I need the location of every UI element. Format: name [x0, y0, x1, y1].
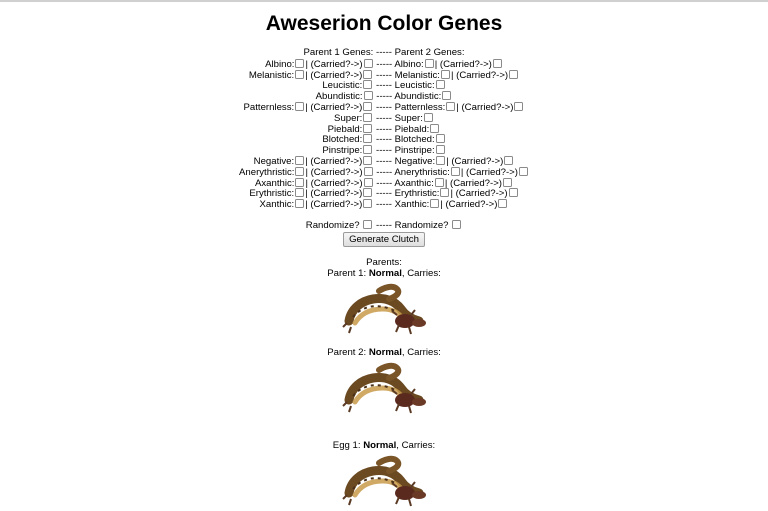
parent2-carried-checkbox[interactable]: [503, 178, 512, 187]
results-heading: Parents:: [366, 256, 402, 268]
parent2-gene-label: Patternless:: [394, 101, 446, 113]
parent1-randomize-label: Randomize?: [305, 219, 360, 231]
parent2-gene-checkbox[interactable]: [446, 102, 455, 111]
morph-name: Normal: [368, 267, 402, 279]
parent2-gene-label: Blotched:: [394, 134, 435, 146]
parent2-gene-label: Pinstripe:: [394, 145, 435, 157]
parent1-gene-checkbox[interactable]: [295, 178, 304, 187]
carried-label: | (Carried?->): [305, 155, 363, 167]
separator: -----: [376, 123, 392, 135]
gene-rows: [0, 59, 768, 210]
parent2-carried-checkbox[interactable]: [514, 102, 523, 111]
separator: -----: [376, 199, 392, 211]
parent2-randomize-checkbox[interactable]: [452, 220, 461, 229]
result-entry: [0, 268, 768, 339]
page: [0, 12, 768, 511]
result-label: [0, 440, 768, 451]
parent1-gene-label: Anerythristic:: [239, 166, 295, 178]
parent1-genes-label: Parent 1 Genes:: [303, 47, 374, 58]
gene-row: [0, 134, 768, 145]
carried-label: | (Carried?->): [305, 69, 363, 81]
result-entries: [0, 268, 768, 511]
separator: -----: [376, 69, 392, 81]
parent2-carried-checkbox[interactable]: [509, 188, 518, 197]
parent2-gene-checkbox[interactable]: [436, 145, 445, 154]
separator: -----: [376, 219, 392, 231]
parent2-gene-label: Albino:: [394, 58, 424, 70]
parent2-gene-label: Abundistic:: [394, 91, 442, 103]
results: [0, 257, 768, 511]
separator: -----: [376, 166, 393, 178]
parent1-gene-label: Negative:: [253, 155, 295, 167]
separator: -----: [376, 155, 392, 167]
carried-label: | (Carried?->): [434, 58, 492, 70]
result-entry: [0, 426, 768, 511]
parent2-gene-label: Anerythristic:: [394, 166, 450, 178]
parent1-carried-checkbox[interactable]: [364, 59, 373, 68]
carries-label: , Carries:: [401, 267, 441, 279]
parent2-genes-label: Parent 2 Genes:: [394, 47, 465, 58]
carried-label: | (Carried?->): [305, 199, 363, 211]
carried-label: | (Carried?->): [450, 188, 508, 200]
salamander-image: [339, 360, 429, 418]
parent1-gene-checkbox[interactable]: [363, 134, 372, 143]
separator: -----: [376, 112, 392, 124]
parent1-gene-label: Patternless:: [243, 101, 295, 113]
parent1-gene-checkbox[interactable]: [363, 124, 372, 133]
parent1-carried-checkbox[interactable]: [363, 188, 372, 197]
parent2-gene-label: Axanthic:: [394, 177, 434, 189]
carries-label: , Carries:: [396, 439, 436, 451]
parent2-carried-checkbox[interactable]: [504, 156, 513, 165]
result-label: [0, 347, 768, 358]
separator: -----: [376, 177, 393, 189]
gene-row: [0, 188, 768, 199]
parent2-gene-checkbox[interactable]: [436, 156, 445, 165]
parent1-gene-checkbox[interactable]: [295, 188, 304, 197]
carried-label: | (Carried?->): [440, 199, 498, 211]
parent2-gene-checkbox[interactable]: [435, 178, 444, 187]
parent1-gene-checkbox[interactable]: [295, 167, 304, 176]
parent1-gene-checkbox[interactable]: [363, 80, 372, 89]
parent1-gene-label: Abundistic:: [315, 91, 363, 103]
parent1-gene-label: Piebald:: [327, 123, 363, 135]
separator: -----: [376, 91, 393, 103]
separator: -----: [376, 80, 392, 92]
carried-label: | (Carried?->): [446, 155, 504, 167]
gene-row: [0, 145, 768, 156]
parent1-carried-checkbox[interactable]: [364, 167, 373, 176]
gene-row: [0, 102, 768, 113]
salamander-image: [339, 281, 429, 339]
morph-name: Normal: [368, 346, 402, 358]
gene-row: [0, 178, 768, 189]
page-title: Aweserion Color Genes: [265, 12, 503, 35]
result-prefix: Egg 1:: [332, 439, 364, 451]
salamander-image: [339, 453, 429, 511]
parent1-carried-checkbox[interactable]: [363, 156, 372, 165]
parent1-carried-checkbox[interactable]: [363, 102, 372, 111]
generate-clutch-button[interactable]: Generate Clutch: [343, 232, 425, 247]
separator: -----: [376, 134, 392, 146]
parent2-carried-checkbox[interactable]: [509, 70, 518, 79]
parent1-gene-label: Blotched:: [322, 134, 363, 146]
result-entry: [0, 347, 768, 418]
parent1-gene-checkbox[interactable]: [295, 70, 304, 79]
parent1-randomize-checkbox[interactable]: [363, 220, 372, 229]
separator: -----: [376, 188, 392, 200]
carried-label: | (Carried?->): [305, 177, 363, 189]
gene-row: [0, 156, 768, 167]
carried-label: | (Carried?->): [305, 58, 363, 70]
parent1-gene-label: Erythristic:: [249, 188, 295, 200]
parent1-gene-label: Albino:: [265, 58, 295, 70]
gene-row: [0, 59, 768, 70]
parent1-gene-checkbox[interactable]: [295, 102, 304, 111]
gene-row: [0, 91, 768, 102]
parent2-gene-checkbox[interactable]: [425, 59, 434, 68]
parent1-gene-label: Pinstripe:: [322, 145, 363, 157]
parent2-carried-checkbox[interactable]: [519, 167, 528, 176]
result-prefix: Parent 1:: [327, 267, 369, 279]
gene-selector: [0, 48, 768, 247]
parent1-gene-checkbox[interactable]: [363, 145, 372, 154]
parent2-gene-checkbox[interactable]: [440, 188, 449, 197]
parent2-gene-label: Piebald:: [394, 123, 430, 135]
parent1-gene-checkbox[interactable]: [295, 156, 304, 165]
parent1-carried-checkbox[interactable]: [364, 178, 373, 187]
parent1-carried-checkbox[interactable]: [363, 199, 372, 208]
gene-row: [0, 80, 768, 91]
parent2-gene-label: Super:: [394, 112, 423, 124]
result-label: [0, 268, 768, 279]
parent2-gene-label: Erythristic:: [394, 188, 440, 200]
parent1-gene-checkbox[interactable]: [363, 113, 372, 122]
parent2-gene-label: Negative:: [394, 155, 436, 167]
parent2-gene-checkbox[interactable]: [451, 167, 460, 176]
genes-header-row: [0, 48, 768, 59]
parent2-gene-label: Leucistic:: [394, 80, 435, 92]
separator: -----: [376, 145, 392, 157]
gene-row: [0, 70, 768, 81]
randomize-row: [0, 220, 768, 231]
carried-label: | (Carried?->): [456, 101, 514, 113]
gene-row: [0, 199, 768, 210]
carried-label: | (Carried?->): [305, 166, 363, 178]
parent2-gene-checkbox[interactable]: [442, 91, 451, 100]
parent2-gene-checkbox[interactable]: [430, 124, 439, 133]
parent1-gene-label: Super:: [334, 112, 363, 124]
carried-label: | (Carried?->): [305, 101, 363, 113]
gene-row: [0, 167, 768, 178]
parent2-gene-checkbox[interactable]: [430, 199, 439, 208]
gene-row: [0, 113, 768, 124]
parent1-gene-checkbox[interactable]: [295, 199, 304, 208]
parent1-gene-checkbox[interactable]: [295, 59, 304, 68]
carried-label: | (Carried?->): [444, 177, 502, 189]
parent2-gene-checkbox[interactable]: [441, 70, 450, 79]
carried-label: | (Carried?->): [450, 69, 509, 81]
parent2-randomize-label: Randomize?: [394, 219, 449, 231]
parent2-gene-checkbox[interactable]: [436, 134, 445, 143]
parent1-gene-label: Melanistic:: [248, 69, 295, 81]
carried-label: | (Carried?->): [305, 188, 363, 200]
morph-name: Normal: [363, 439, 397, 451]
parent2-gene-label: Melanistic:: [394, 69, 440, 81]
parent2-gene-checkbox[interactable]: [436, 80, 445, 89]
separator: -----: [376, 101, 392, 113]
result-prefix: Parent 2:: [327, 346, 369, 358]
parent1-carried-checkbox[interactable]: [363, 70, 372, 79]
parent1-gene-checkbox[interactable]: [364, 91, 373, 100]
separator: -----: [376, 47, 392, 58]
parent1-gene-label: Xanthic:: [259, 199, 295, 211]
parent2-carried-checkbox[interactable]: [498, 199, 507, 208]
parent1-gene-label: Leucistic:: [322, 80, 363, 92]
separator: -----: [376, 58, 393, 70]
parent2-gene-checkbox[interactable]: [424, 113, 433, 122]
parent2-carried-checkbox[interactable]: [493, 59, 502, 68]
parent1-gene-label: Axanthic:: [254, 177, 295, 189]
carries-label: , Carries:: [401, 346, 441, 358]
gene-row: [0, 124, 768, 135]
parent2-gene-label: Xanthic:: [394, 199, 430, 211]
carried-label: | (Carried?->): [460, 166, 518, 178]
